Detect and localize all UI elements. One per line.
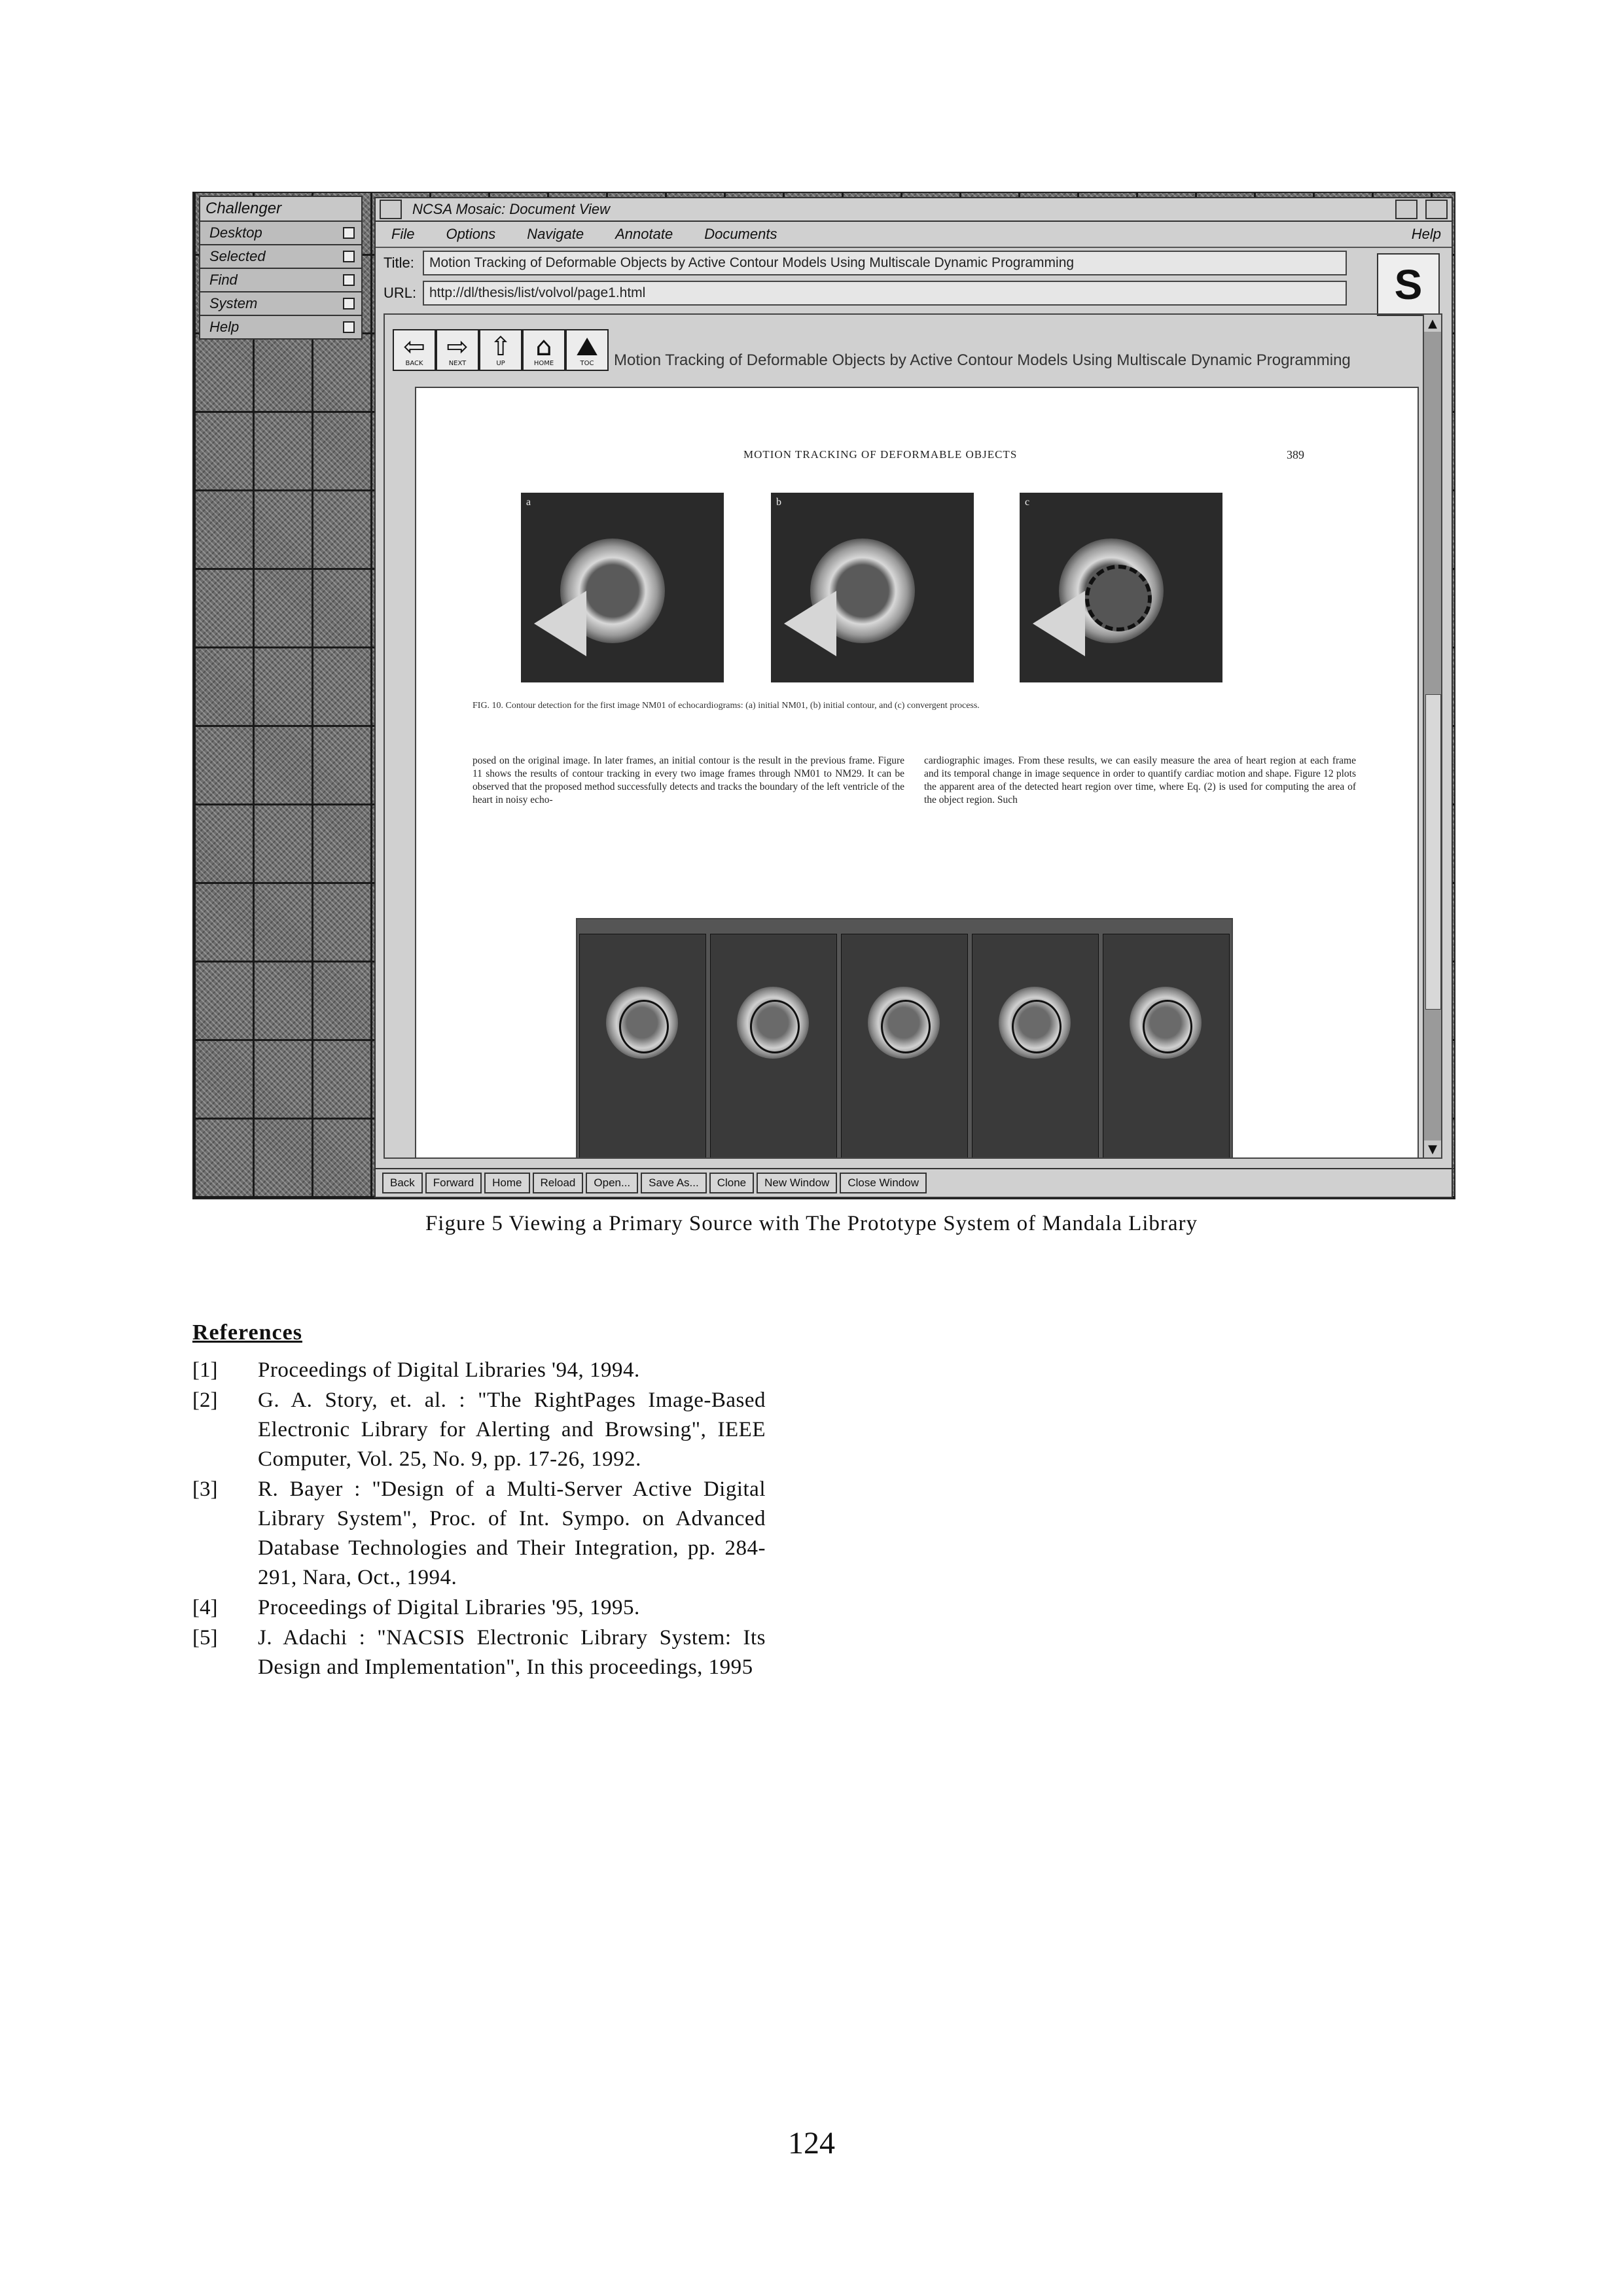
checkbox-icon	[343, 227, 355, 239]
menu-annotate[interactable]: Annotate	[615, 226, 673, 242]
save-as-button[interactable]: Save As...	[641, 1173, 707, 1193]
document-title-caption: Motion Tracking of Deformable Objects by Active Contour Models Using Multiscale Dynamic Programming	[614, 351, 1351, 369]
scroll-up-icon[interactable]: ▲	[1424, 315, 1441, 332]
bottom-button-bar	[376, 1168, 1455, 1197]
scanned-page	[415, 387, 1419, 1159]
running-head: MOTION TRACKING OF DEFORMABLE OBJECTS	[743, 448, 1018, 461]
desktop-menu-title: Challenger	[199, 196, 363, 222]
checkbox-icon	[343, 298, 355, 309]
scanned-text-right: cardiographic images. From these results, we can easily measure the area of heart region at each frame and its temporal change in image sequence in order to quantify cardiac motion and shape. Figure 12 plots the apparent area of the detected heart region over time, where Eq. (2) is used for computing the area of the object region. Such	[924, 755, 1356, 805]
tracking-frame	[579, 934, 706, 1159]
reload-button[interactable]: Reload	[533, 1173, 584, 1193]
mosaic-logo-icon[interactable]: S	[1377, 253, 1440, 316]
reference-item: [3] R. Bayer : "Design of a Multi-Server Active Digital Library System", Proc. of Int. Sympo. on Advanced Database Technologies and Their Integration, pp. 284-291, Nara, Oct., 1994.	[192, 1477, 766, 1589]
desktop-menu-item-find[interactable]: Find	[199, 269, 363, 292]
desktop-background	[194, 193, 372, 1198]
scanned-page-number: 389	[1287, 448, 1304, 461]
reference-item: [1] Proceedings of Digital Libraries '94, 1994.	[192, 1358, 640, 1382]
next-arrow-icon[interactable]: ⇨ NEXT	[436, 329, 479, 371]
back-button[interactable]: Back	[382, 1173, 423, 1193]
url-row	[376, 278, 1452, 308]
desktop-menu-item-system[interactable]: System	[199, 292, 363, 316]
scroll-thumb[interactable]	[1425, 694, 1441, 1010]
close-window-button[interactable]: Close Window	[840, 1173, 927, 1193]
window-menu-button[interactable]	[380, 200, 402, 219]
screenshot-figure	[192, 192, 1455, 1199]
url-field[interactable]: http://dl/thesis/list/volvol/page1.html	[423, 281, 1347, 306]
document-view	[383, 313, 1442, 1159]
home-button[interactable]: Home	[484, 1173, 529, 1193]
home-icon[interactable]: ⌂ HOME	[522, 329, 565, 371]
tracking-frame	[1103, 934, 1230, 1159]
checkbox-icon	[343, 274, 355, 286]
scroll-down-icon[interactable]: ▼	[1424, 1140, 1441, 1157]
tracking-image-strip	[576, 918, 1233, 1159]
url-label: URL:	[383, 285, 417, 301]
tracking-frame	[710, 934, 837, 1159]
menu-help[interactable]: Help	[1411, 226, 1441, 242]
scanned-text-left: posed on the original image. In later frames, an initial contour is the result in the previous frame. Figure 11 shows the results of contour tracking in every two image frames through NM01 to NM29. It can be observed that the proposed method successfully detects and tracks the boundary of the left ventricle of the heart in noisy echo-	[473, 755, 904, 805]
reference-item: [5] J. Adachi : "NACSIS Electronic Library System: Its Design and Implementation", In this proceedings, 1995	[192, 1626, 766, 1679]
desktop-menu-item-desktop[interactable]: Desktop	[199, 222, 363, 245]
forward-button[interactable]: Forward	[425, 1173, 482, 1193]
toc-icon[interactable]: ⛰ TOC	[565, 329, 609, 371]
open-button[interactable]: Open...	[586, 1173, 638, 1193]
checkbox-icon	[343, 321, 355, 333]
desktop-menu-item-selected[interactable]: Selected	[199, 245, 363, 269]
references-list	[192, 1356, 781, 1683]
window-title: NCSA Mosaic: Document View	[412, 201, 610, 217]
title-label: Title:	[383, 255, 414, 271]
menu-options[interactable]: Options	[446, 226, 496, 242]
vertical-scrollbar[interactable]	[1423, 315, 1441, 1157]
document-navbar	[393, 329, 1351, 371]
maximize-button[interactable]	[1425, 200, 1448, 219]
minimize-button[interactable]	[1395, 200, 1418, 219]
clone-button[interactable]: Clone	[709, 1173, 754, 1193]
title-row	[376, 248, 1452, 278]
tracking-frame	[841, 934, 968, 1159]
reference-item: [2] G. A. Story, et. al. : "The RightPages Image-Based Electronic Library for Alerting and Browsing", IEEE Computer, Vol. 25, No. 9, pp. 17-26, 1992.	[192, 1388, 766, 1471]
up-arrow-icon[interactable]: ⇧ UP	[479, 329, 522, 371]
echocardiogram-image-a: a	[521, 493, 724, 682]
desktop-menu-item-help[interactable]: Help	[199, 316, 363, 340]
tracking-frame	[972, 934, 1099, 1159]
scanned-figure-caption: FIG. 10. Contour detection for the first image NM01 of echocardiograms: (a) initial NM01, (b) initial contour, and (c) convergent process.	[473, 701, 980, 711]
references-heading: References	[192, 1320, 302, 1345]
contour-ring	[1085, 565, 1152, 631]
menu-documents[interactable]: Documents	[704, 226, 777, 242]
menu-file[interactable]: File	[391, 226, 415, 242]
browser-window	[374, 197, 1453, 1198]
window-titlebar[interactable]	[376, 198, 1452, 222]
reference-item: [4] Proceedings of Digital Libraries '95, 1995.	[192, 1596, 640, 1619]
menu-navigate[interactable]: Navigate	[527, 226, 584, 242]
new-window-button[interactable]: New Window	[757, 1173, 837, 1193]
echocardiogram-image-b: b	[771, 493, 974, 682]
title-field[interactable]: Motion Tracking of Deformable Objects by Active Contour Models Using Multiscale Dynamic Programming	[423, 251, 1347, 275]
checkbox-icon	[343, 251, 355, 262]
echocardiogram-image-c: c	[1020, 493, 1222, 682]
back-arrow-icon[interactable]: ⇦ BACK	[393, 329, 436, 371]
page-number: 124	[788, 2126, 835, 2161]
figure-caption: Figure 5 Viewing a Primary Source with The Prototype System of Mandala Library	[425, 1212, 1198, 1235]
menu-bar	[376, 222, 1452, 248]
desktop-menu	[199, 196, 363, 340]
